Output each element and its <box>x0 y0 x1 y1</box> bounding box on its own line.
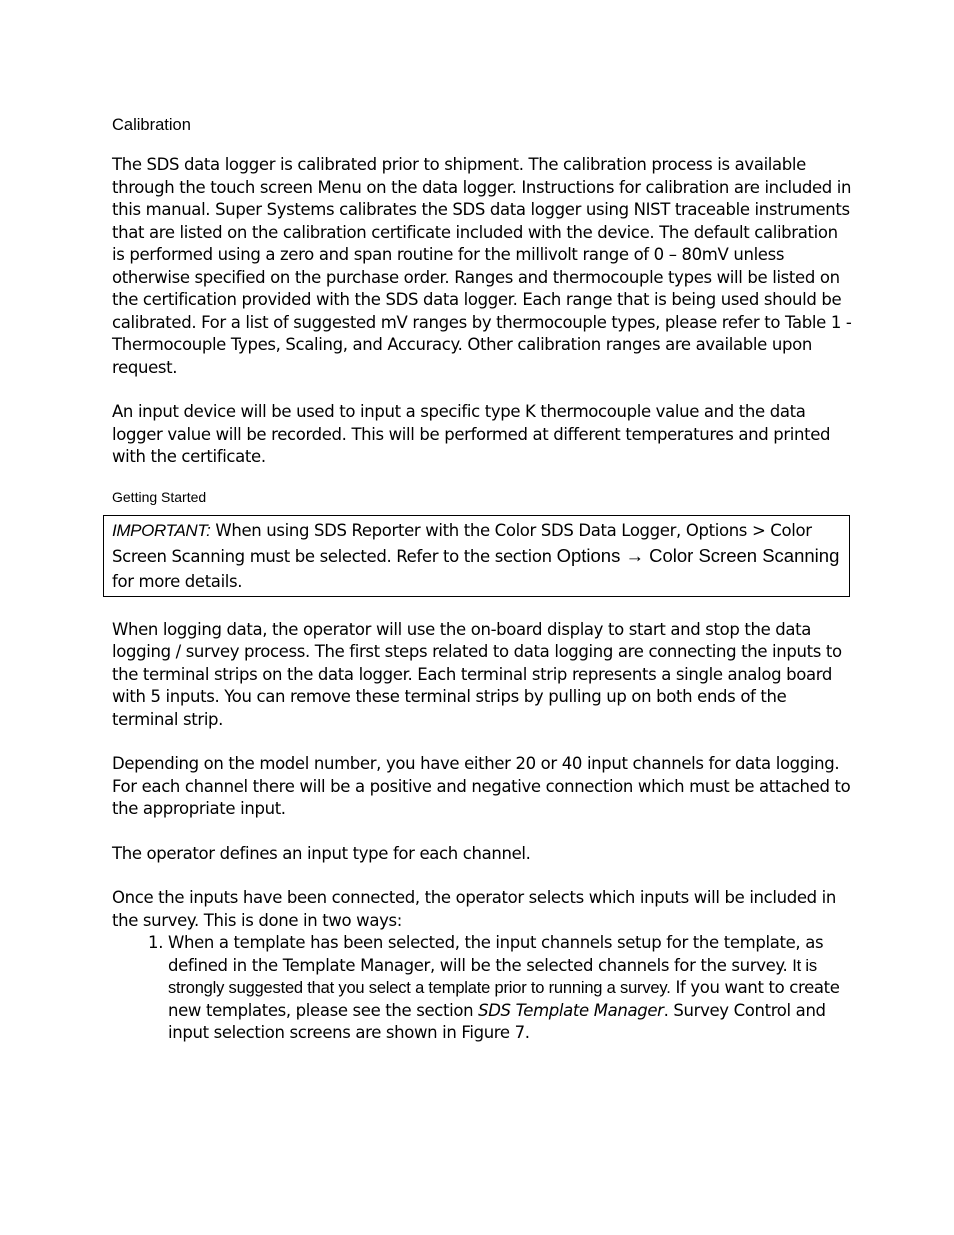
list-item <box>168 932 852 1045</box>
getting-started-paragraph-2: Depending on the model number, you have either 20 or 40 input channels for data logging. For each channel there will be a positive and negative connection which must be attached to the appropriate input. <box>112 754 851 818</box>
getting-started-paragraph-1: When logging data, the operator will use the on-board display to start and stop the data logging / survey process. The first steps related to data logging are connecting the inputs to the terminal strips on the data logger. Each terminal strip represents a single analog board with 5 inputs. You can remove these terminal strips by pulling up on both ends of the terminal strip. <box>112 619 842 729</box>
step-text-a: When a template has been selected, the input channels setup for the template, as defined in the Template Manager, will be the selected channels for the survey. <box>168 933 824 975</box>
section-reference-options: Options → Color Screen Scanning <box>556 544 840 566</box>
important-note-text-2: for more details. <box>112 571 243 591</box>
important-note-text-1: When using SDS Reporter with the Color SDS Data Logger, Options > Color Screen Scanning must be selected. Refer to the section <box>112 520 812 566</box>
document-page <box>112 114 852 1045</box>
important-label: IMPORTANT: <box>112 520 211 540</box>
step-text-b: If you want to create new templates, please see the section <box>168 978 840 1020</box>
calibration-paragraph-1: The SDS data logger is calibrated prior to shipment. The calibration process is available through the touch screen Menu on the data logger. Instructions for calibration are included in this manual. Super Systems calibrates the SDS data logger using NIST traceable instruments that are listed on the calibration certificate included with the device. The default calibration is performed using a zero and span routine for the millivolt range of 0 – 80mV unless otherwise specified on the purchase order. Ranges and thermocouple types will be listed on the certification provided with the SDS data logger. Each range that is being used should be calibrated. For a list of suggested mV ranges by thermocouple types, please refer to Table 1 - Thermocouple Types, Scaling, and Accuracy. Other calibration ranges are available upon request. <box>112 155 852 377</box>
calibration-paragraph-2: An input device will be used to input a specific type K thermocouple value and the data logger value will be recorded. This will be performed at different temperatures and printed with the certificate. <box>112 402 831 466</box>
section-reference-template-manager: SDS Template Manager <box>478 1000 664 1020</box>
section-heading-getting-started: Getting Started <box>112 488 207 505</box>
getting-started-paragraph-4: Once the inputs have been connected, the operator selects which inputs will be included in the survey. This is done in two ways: <box>112 888 837 930</box>
section-heading-calibration: Calibration <box>112 116 191 134</box>
steps-list <box>112 932 852 1045</box>
strong-suggestion: It is strongly suggested that you select a template prior to running a survey. <box>168 956 817 997</box>
getting-started-paragraph-3: The operator defines an input type for each channel. <box>112 843 531 863</box>
important-note-box <box>103 515 850 597</box>
step-text-c: . Survey Control and input selection screens are shown in Figure 7. <box>168 1000 826 1042</box>
